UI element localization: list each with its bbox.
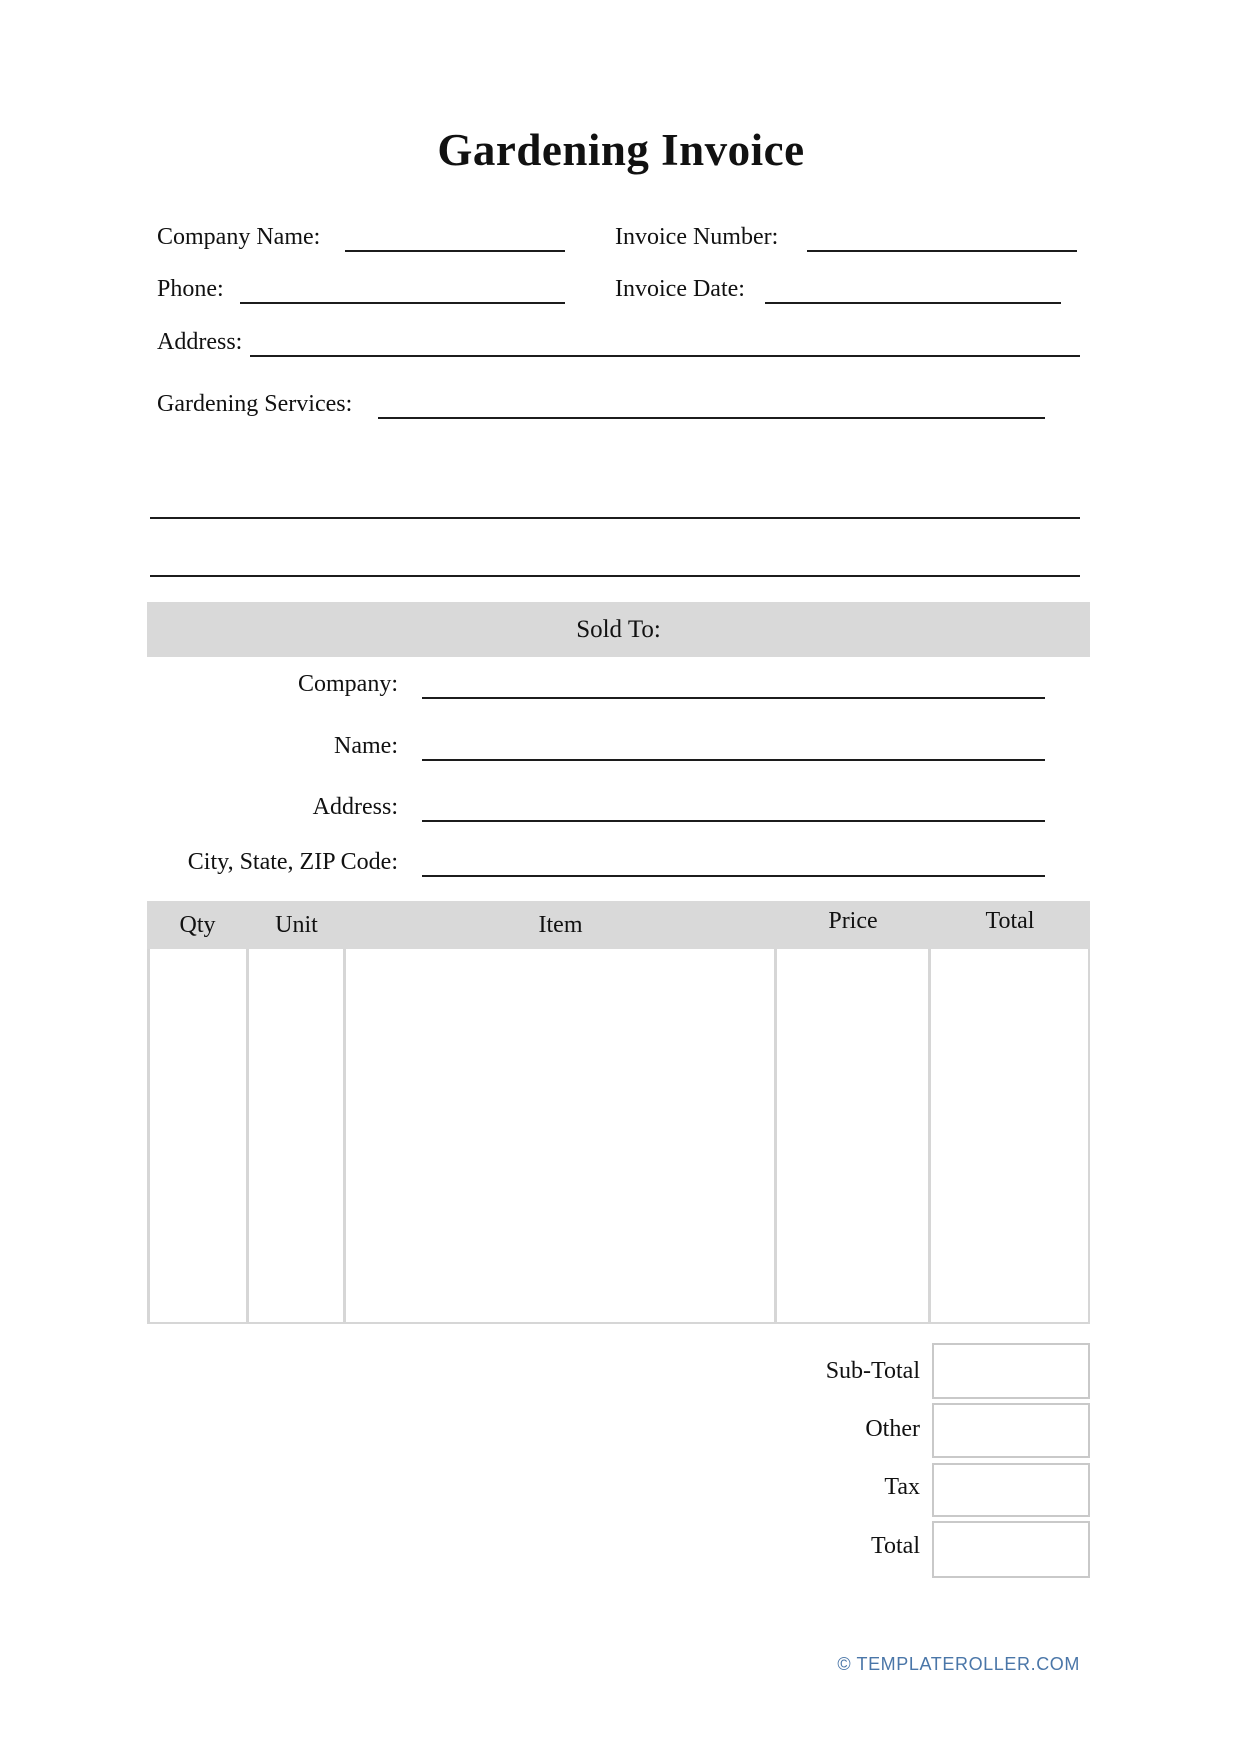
sold-to-company-input[interactable] xyxy=(422,671,1045,699)
sold-to-name-label: Name: xyxy=(334,733,398,759)
gardening-services-label: Gardening Services: xyxy=(157,391,353,417)
tax-label: Tax xyxy=(884,1474,920,1500)
sold-to-section-header: Sold To: xyxy=(147,602,1090,657)
phone-input[interactable] xyxy=(240,276,565,304)
gardening-services-input-line-3[interactable] xyxy=(150,549,1080,577)
address-label: Address: xyxy=(157,329,243,355)
sub-total-input[interactable] xyxy=(932,1343,1090,1399)
total-column-header: Total xyxy=(985,908,1035,934)
items-table-header xyxy=(147,901,1090,949)
items-table-body xyxy=(147,949,1090,1324)
total-input[interactable] xyxy=(932,1521,1090,1578)
other-label: Other xyxy=(865,1416,920,1442)
tax-input[interactable] xyxy=(932,1463,1090,1517)
price-cell[interactable] xyxy=(777,949,931,1322)
qty-cell[interactable] xyxy=(150,949,249,1322)
invoice-number-input[interactable] xyxy=(807,224,1077,252)
gardening-services-input[interactable] xyxy=(378,391,1045,419)
company-name-label: Company Name: xyxy=(157,224,321,250)
unit-column-header: Unit xyxy=(275,912,318,938)
sold-to-city-state-zip-label: City, State, ZIP Code: xyxy=(187,849,398,875)
company-name-input[interactable] xyxy=(345,224,565,252)
sold-to-company-label: Company: xyxy=(298,671,398,697)
address-input[interactable] xyxy=(250,329,1080,357)
total-cell[interactable] xyxy=(931,949,1088,1322)
sold-to-address-label: Address: xyxy=(312,794,398,820)
page-title: Gardening Invoice xyxy=(437,125,805,175)
item-column-header: Item xyxy=(538,912,583,938)
sub-total-label: Sub-Total xyxy=(825,1358,920,1384)
invoice-number-label: Invoice Number: xyxy=(615,224,779,250)
copyright-notice: © TEMPLATEROLLER.COM xyxy=(837,1654,1080,1674)
item-cell[interactable] xyxy=(346,949,777,1322)
gardening-services-input-line-2[interactable] xyxy=(150,491,1080,519)
total-label: Total xyxy=(871,1533,920,1559)
price-column-header: Price xyxy=(828,908,878,934)
unit-cell[interactable] xyxy=(249,949,346,1322)
invoice-date-label: Invoice Date: xyxy=(615,276,745,302)
sold-to-name-input[interactable] xyxy=(422,733,1045,761)
phone-label: Phone: xyxy=(157,276,224,302)
other-input[interactable] xyxy=(932,1403,1090,1458)
invoice-date-input[interactable] xyxy=(765,276,1061,304)
sold-to-city-state-zip-input[interactable] xyxy=(422,849,1045,877)
qty-column-header: Qty xyxy=(179,912,216,938)
sold-to-address-input[interactable] xyxy=(422,794,1045,822)
